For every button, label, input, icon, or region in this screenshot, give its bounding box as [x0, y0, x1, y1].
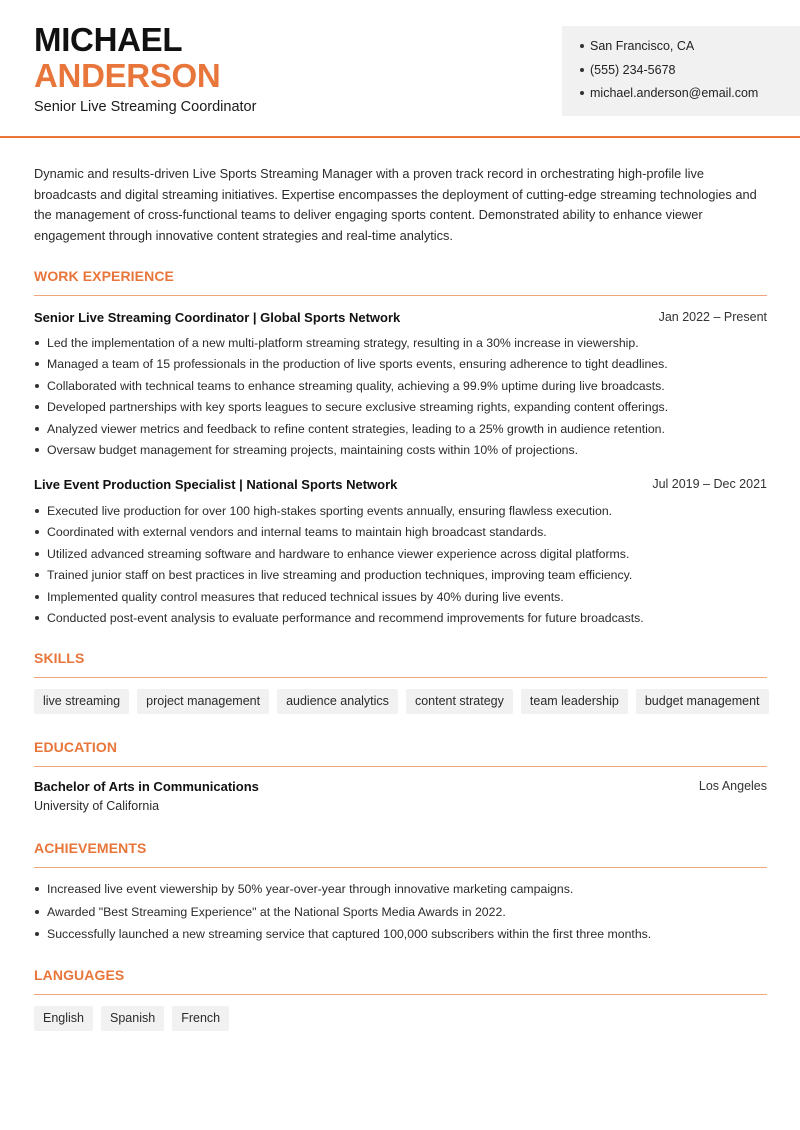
education-entry	[34, 779, 767, 813]
education-location: Los Angeles	[698, 779, 767, 793]
list-item: Executed live production for over 100 high-stakes sporting events annually, ensuring flawless execution.	[34, 503, 767, 524]
resume-header	[0, 0, 800, 138]
contact-email: michael.anderson@email.com	[580, 85, 800, 109]
list-item: Coordinated with external vendors and internal teams to maintain high broadcast standards.	[34, 524, 767, 545]
skill-tag: team leadership	[521, 689, 628, 714]
job-bullets	[34, 503, 767, 631]
contact-phone: (555) 234-5678	[580, 62, 800, 86]
section-title-work: WORK EXPERIENCE	[34, 268, 767, 296]
summary: Dynamic and results-driven Live Sports Streaming Manager with a proven track record in orchestrating high-profile live broadcasts and digital streaming initiatives. Expertise encompasses the deployment of cutting-edge streaming technologies and the management of cross-functional teams to deliver engaging sports content. Demonstrated ability to enhance viewer engagement through innovative content strategies and real-time analytics.	[34, 166, 757, 243]
list-item: Led the implementation of a new multi-platform streaming strategy, resulting in a 30% increase in viewership.	[34, 335, 767, 356]
list-item: Increased live event viewership by 50% year-over-year through innovative marketing campaigns.	[34, 881, 767, 904]
language-tag: English	[34, 1006, 93, 1031]
job-role: Live Event Production Specialist | National Sports Network	[34, 477, 398, 492]
section-title-achievements: ACHIEVEMENTS	[34, 840, 767, 868]
job-header	[34, 310, 767, 325]
list-item: Awarded "Best Streaming Experience" at the National Sports Media Awards in 2022.	[34, 904, 767, 927]
job-dates: Jan 2022 – Present	[658, 310, 767, 324]
job-bullets	[34, 335, 767, 463]
language-tags	[34, 1006, 229, 1031]
achievement-bullets	[34, 881, 767, 949]
skill-tag: audience analytics	[277, 689, 398, 714]
section-title-skills: SKILLS	[34, 650, 767, 678]
job-dates: Jul 2019 – Dec 2021	[652, 477, 767, 491]
job-header	[34, 477, 767, 492]
candidate-name	[34, 22, 220, 94]
language-tag: Spanish	[101, 1006, 164, 1031]
job-role: Senior Live Streaming Coordinator | Global Sports Network	[34, 310, 401, 325]
skill-tag: live streaming	[34, 689, 129, 714]
school: University of California	[34, 799, 160, 813]
list-item: Oversaw budget management for streaming projects, maintaining costs within 10% of projections.	[34, 442, 767, 463]
section-title-languages: LANGUAGES	[34, 967, 767, 995]
list-item: Implemented quality control measures that reduced technical issues by 40% during live events.	[34, 589, 767, 610]
list-item: Successfully launched a new streaming service that captured 100,000 subscribers within the first three months.	[34, 926, 767, 949]
skill-tag: content strategy	[406, 689, 513, 714]
skill-tag: budget management	[636, 689, 769, 714]
degree: Bachelor of Arts in Communications	[34, 779, 259, 794]
list-item: Utilized advanced streaming software and hardware to enhance viewer experience across digital platforms.	[34, 546, 767, 567]
language-tag: French	[172, 1006, 229, 1031]
list-item: Conducted post-event analysis to evaluate performance and recommend improvements for future broadcasts.	[34, 610, 767, 631]
list-item: Developed partnerships with key sports leagues to secure exclusive streaming rights, expanding content offerings.	[34, 399, 767, 420]
contact-location: San Francisco, CA	[580, 38, 800, 62]
skills-tags	[34, 689, 769, 714]
list-item: Managed a team of 15 professionals in the production of live sports events, ensuring adherence to tight deadlines.	[34, 356, 767, 377]
list-item: Analyzed viewer metrics and feedback to refine content strategies, leading to a 25% growth in audience retention.	[34, 421, 767, 442]
section-title-education: EDUCATION	[34, 739, 767, 767]
job-title: Senior Live Streaming Coordinator	[34, 99, 257, 115]
last-name: ANDERSON	[34, 57, 221, 94]
list-item: Collaborated with technical teams to enhance streaming quality, achieving a 99.9% uptime during live broadcasts.	[34, 378, 767, 399]
list-item: Trained junior staff on best practices in live streaming and production techniques, improving team efficiency.	[34, 567, 767, 588]
first-name: MICHAEL	[34, 21, 183, 58]
contact-box	[562, 26, 800, 116]
skill-tag: project management	[137, 689, 269, 714]
